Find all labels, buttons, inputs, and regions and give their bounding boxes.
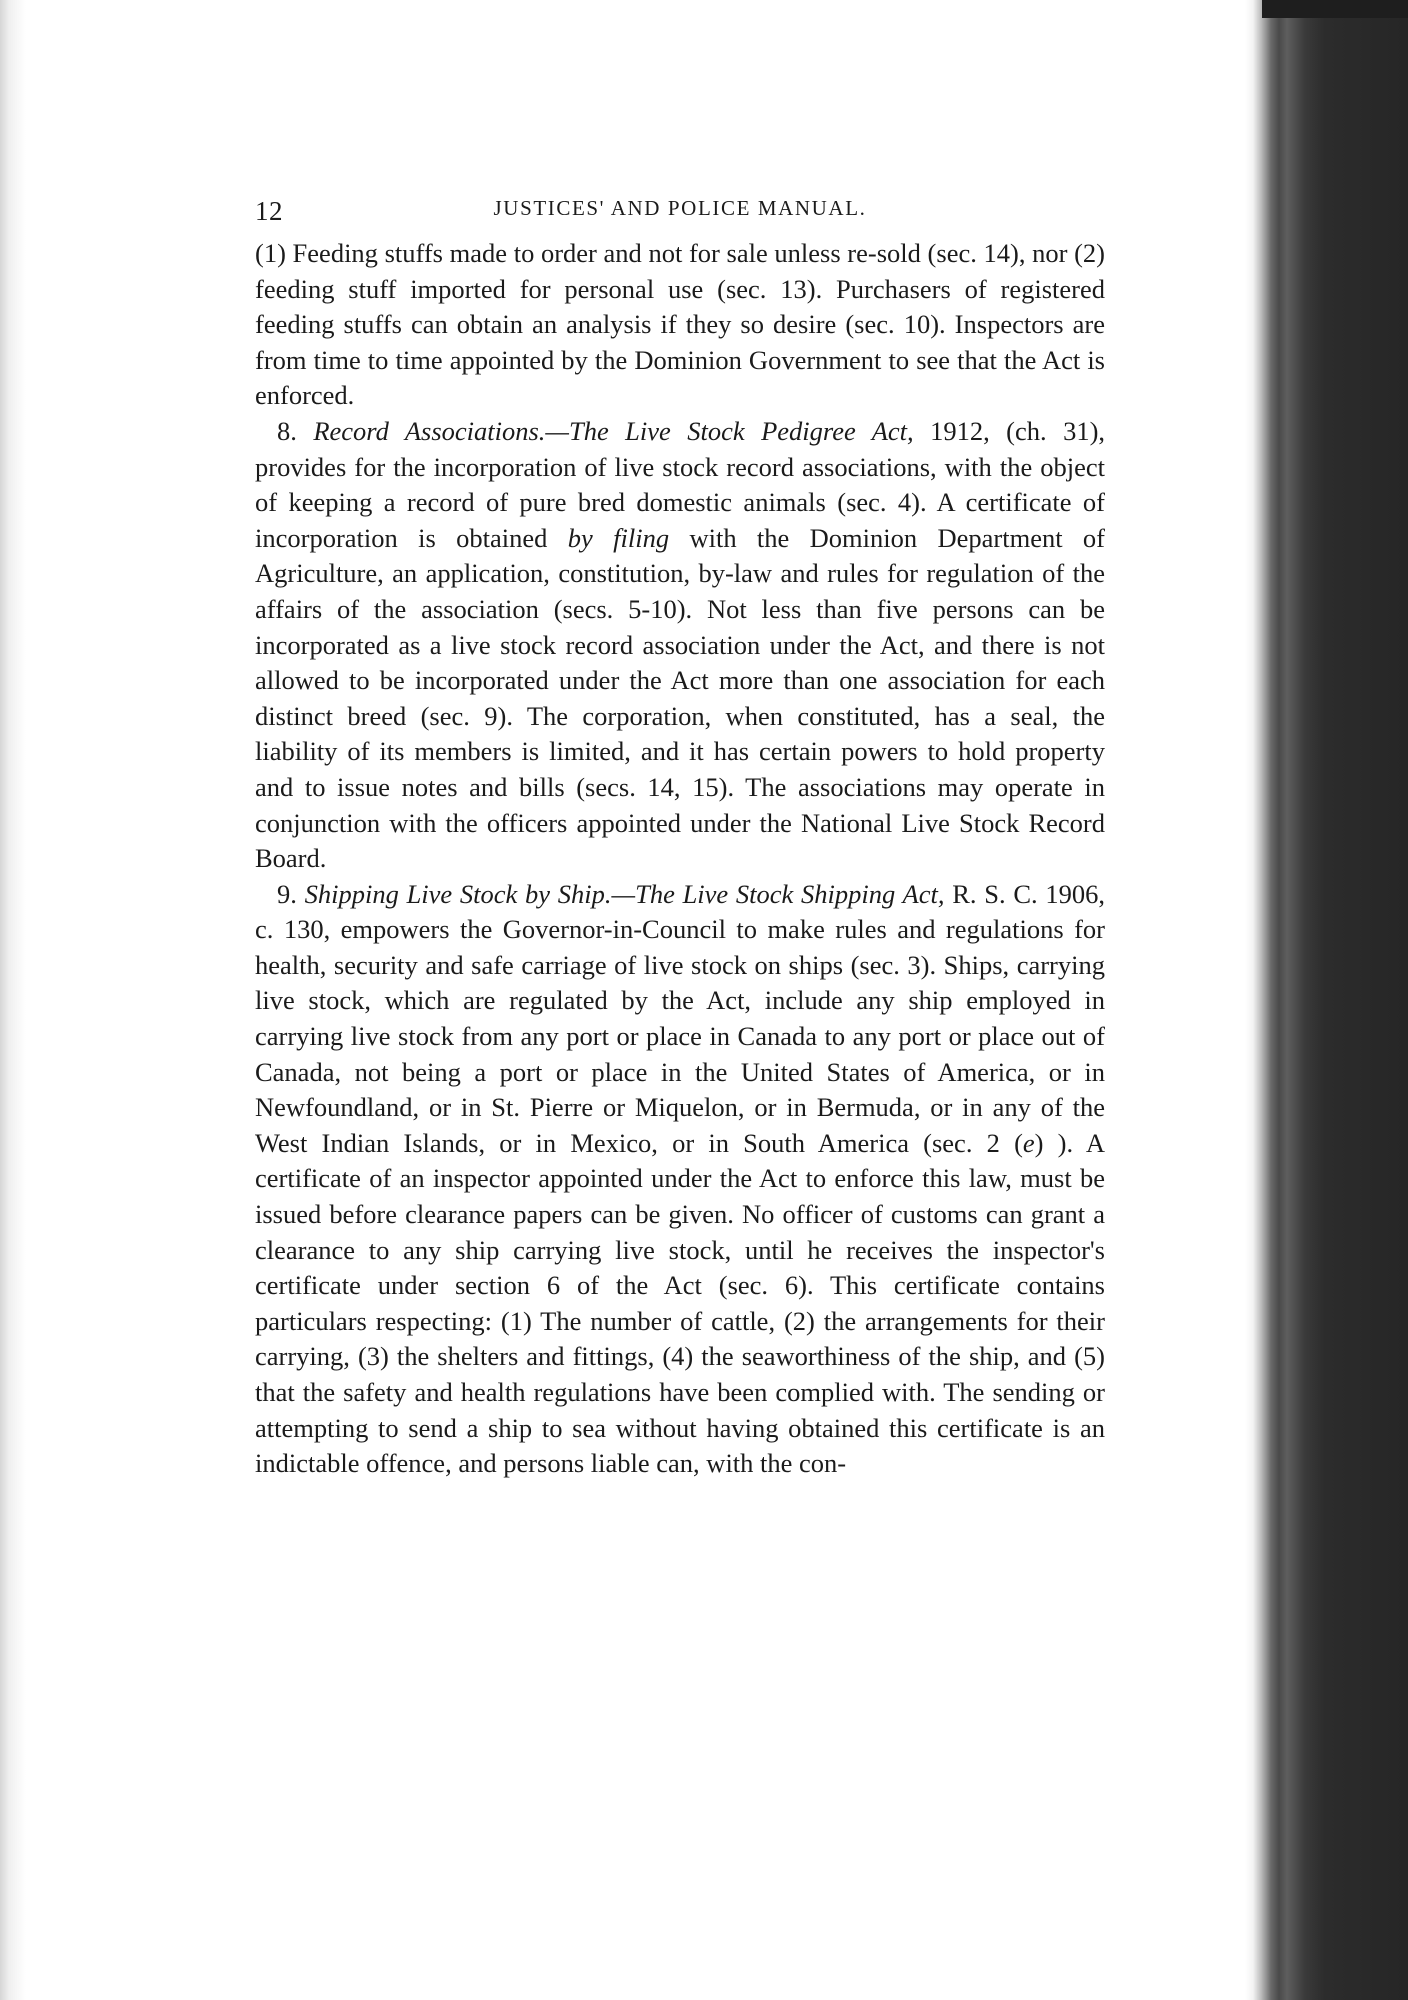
running-head [255, 190, 1105, 236]
paragraph-text: (1) Feeding stuffs made to order and not for sale unless re-sold (sec. 14), nor (2) feeding stuff imported for personal use (sec. 13). Purchasers of registered feeding stuffs can obtain an analysis if they so desire (sec. 10). Inspectors are from time to time appointed by the Dominion Government to see that the Act is enforced. [255, 238, 1105, 411]
subsection-letter: e [1022, 1127, 1035, 1158]
running-title: JUSTICES' AND POLICE MANUAL. [493, 196, 867, 220]
page-content [255, 190, 1105, 1482]
emphasis-text: by filing [567, 522, 670, 553]
paragraph-text: 1912, (ch. 31), provides for the incorporation of live stock record associations, with the object of keeping a record of pure bred domestic animals (sec. 4). A certificate of incorporation is obtained [255, 415, 1106, 553]
paragraph-shipping-live-stock [255, 877, 1105, 1482]
book-gutter-top [1262, 0, 1408, 18]
section-heading: Record Associations.—The Live Stock Pedigree Act, [313, 415, 914, 446]
paragraph-feeding-stuffs [255, 236, 1105, 414]
section-number: 8. [277, 415, 297, 446]
book-gutter-shadow [1245, 0, 1408, 2000]
page-left-edge [0, 0, 26, 2000]
paragraph-text: ) ). A certificate of an inspector appointed under the Act to enforce this law, must be issued before clearance papers can be given. No officer of customs can grant a clearance to any ship carrying live stock, until he receives the inspector's certificate under section 6 of the Act (sec. 6). This certificate contains particulars respecting: (1) The number of cattle, (2) the arrangements for their carrying, (3) the shelters and fittings, (4) the seaworthiness of the ship, and (5) that the safety and health regulations have been complied with. The sending or attempting to send a ship to sea without having obtained this certificate is an indictable offence, and persons liable can, with the con- [255, 1127, 1105, 1479]
section-heading: Shipping Live Stock by Ship.—The Live Stock Shipping Act, [304, 878, 945, 909]
paragraph-text: R. S. C. 1906, c. 130, empowers the Governor-in-Council to make rules and regulations for health, security and safe carriage of live stock on ships (sec. 3). Ships, carrying live stock, which are regulated by the Act, include any ship employed in carrying live stock from any port or place in Canada to any port or place out of Canada, not being a port or place in the United States of America, or in Newfoundland, or in St. Pierre or Miquelon, or in Bermuda, or in any of the West Indian Islands, or in Mexico, or in South America (sec. 2 ( [255, 878, 1105, 1158]
section-number: 9. [277, 878, 297, 909]
body-text [255, 236, 1105, 1482]
paragraph-record-associations [255, 414, 1105, 877]
paragraph-text: with the Dominion Department of Agriculture, an application, constitution, by-law and rules for regulation of the affairs of the association (secs. 5-10). Not less than five persons can be incorporated as a live stock record association under the Act, and there is not allowed to be incorporated under the Act more than one association for each distinct breed (sec. 9). The corporation, when constituted, has a seal, the liability of its members is limited, and it has certain powers to hold property and to issue notes and bills (secs. 14, 15). The associations may operate in conjunction with the officers appointed under the National Live Stock Record Board. [255, 522, 1106, 874]
page-number: 12 [255, 196, 283, 226]
